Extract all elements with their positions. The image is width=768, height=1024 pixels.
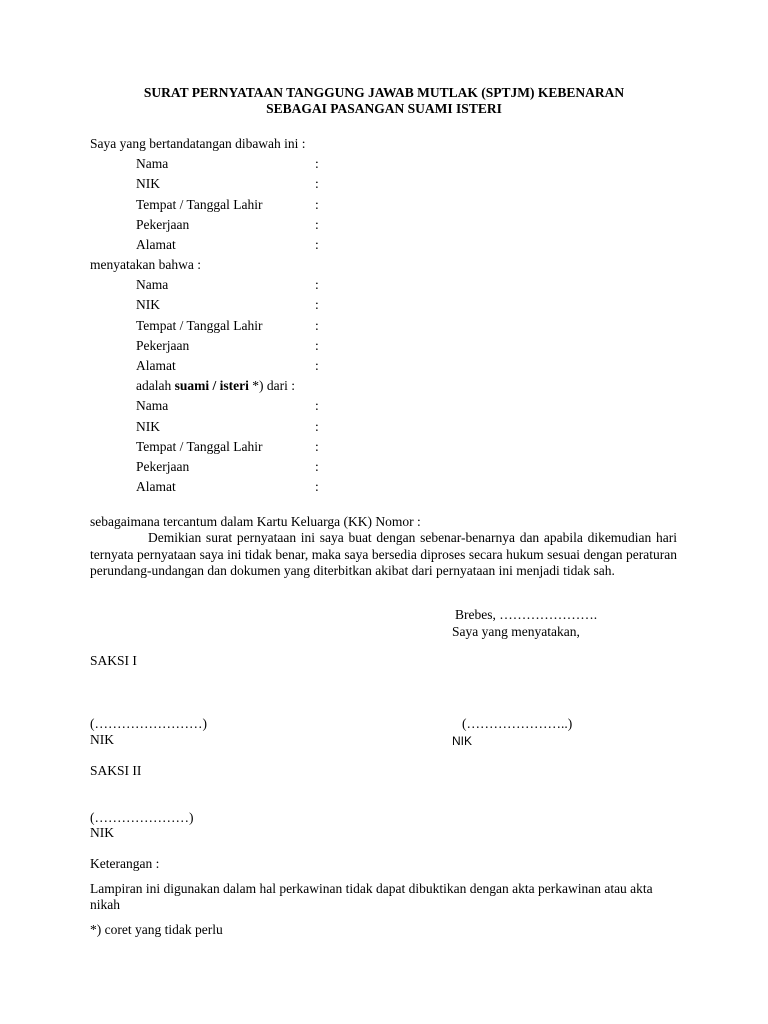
witness-2-nik: NIK <box>90 825 114 840</box>
signer-label: Saya yang menyatakan, <box>452 624 580 639</box>
relation-line <box>136 378 295 394</box>
declarant-occupation-label: Pekerjaan <box>136 217 190 232</box>
field-colon: : <box>315 156 319 171</box>
subject-name-label: Nama <box>136 277 169 292</box>
relation-suffix: *) dari : <box>248 378 295 393</box>
witness-2-label: SAKSI II <box>90 763 142 778</box>
declarant-signature-line: (…………………..) <box>462 716 573 731</box>
field-colon: : <box>315 358 319 373</box>
document-title-line-1: SURAT PERNYATAAN TANGGUNG JAWAB MUTLAK (SPTJM) KEBENARAN <box>143 85 625 100</box>
subject-occupation-label: Pekerjaan <box>136 338 190 353</box>
declarant-nik-label: NIK <box>136 176 160 191</box>
field-colon: : <box>315 237 319 252</box>
field-colon: : <box>315 197 319 212</box>
field-colon: : <box>315 176 319 191</box>
relation-prefix: adalah <box>136 378 175 393</box>
spouse-occupation-label: Pekerjaan <box>136 459 190 474</box>
declarant-nik: NIK <box>452 734 473 748</box>
spouse-name-label: Nama <box>136 398 169 413</box>
document-title-line-2: SEBAGAI PASANGAN SUAMI ISTERI <box>266 101 502 116</box>
family-card-line: sebagaimana tercantum dalam Kartu Keluarga (KK) Nomor : <box>90 514 421 529</box>
witness-1-nik: NIK <box>90 732 114 747</box>
place-date: Brebes, …………………. <box>455 607 598 622</box>
field-colon: : <box>315 297 319 312</box>
spouse-nik-label: NIK <box>136 419 160 434</box>
field-colon: : <box>315 479 319 494</box>
remarks-text: Lampiran ini digunakan dalam hal perkawinan tidak dapat dibuktikan dengan akta perkawinan atau akta nikah <box>90 881 653 912</box>
field-colon: : <box>315 318 319 333</box>
field-colon: : <box>315 419 319 434</box>
field-colon: : <box>315 338 319 353</box>
subject-nik-label: NIK <box>136 297 160 312</box>
statement-text: Demikian surat pernyataan ini saya buat dengan sebenar-benarnya dan apabila dikemudian hari ternyata pernyataan saya ini tidak benar, maka saya bersedia diproses secara hukum sesuai dengan peraturan perundang-undangan dan dokumen yang diterbitkan akibat dari pernyataan ini menjadi tidak sah. <box>90 530 677 578</box>
statement-paragraph <box>90 530 677 580</box>
declarant-address-label: Alamat <box>136 237 176 252</box>
relation-husband-wife: suami / isteri <box>174 378 249 393</box>
intro-text: Saya yang bertandatangan dibawah ini : <box>90 136 306 151</box>
footnote: *) coret yang tidak perlu <box>90 922 223 937</box>
witness-2-signature-line: (…………………) <box>90 810 194 825</box>
subject-address-label: Alamat <box>136 358 176 373</box>
spouse-address-label: Alamat <box>136 479 176 494</box>
declarant-birth-label: Tempat / Tanggal Lahir <box>136 197 263 212</box>
witness-1-signature-line: (……………………) <box>90 716 207 731</box>
spouse-birth-label: Tempat / Tanggal Lahir <box>136 439 263 454</box>
field-colon: : <box>315 398 319 413</box>
states-that-text: menyatakan bahwa : <box>90 257 201 272</box>
field-colon: : <box>315 217 319 232</box>
witness-1-label: SAKSI I <box>90 653 137 668</box>
field-colon: : <box>315 277 319 292</box>
declarant-name-label: Nama <box>136 156 169 171</box>
field-colon: : <box>315 459 319 474</box>
subject-birth-label: Tempat / Tanggal Lahir <box>136 318 263 333</box>
field-colon: : <box>315 439 319 454</box>
remarks-label: Keterangan : <box>90 856 160 871</box>
